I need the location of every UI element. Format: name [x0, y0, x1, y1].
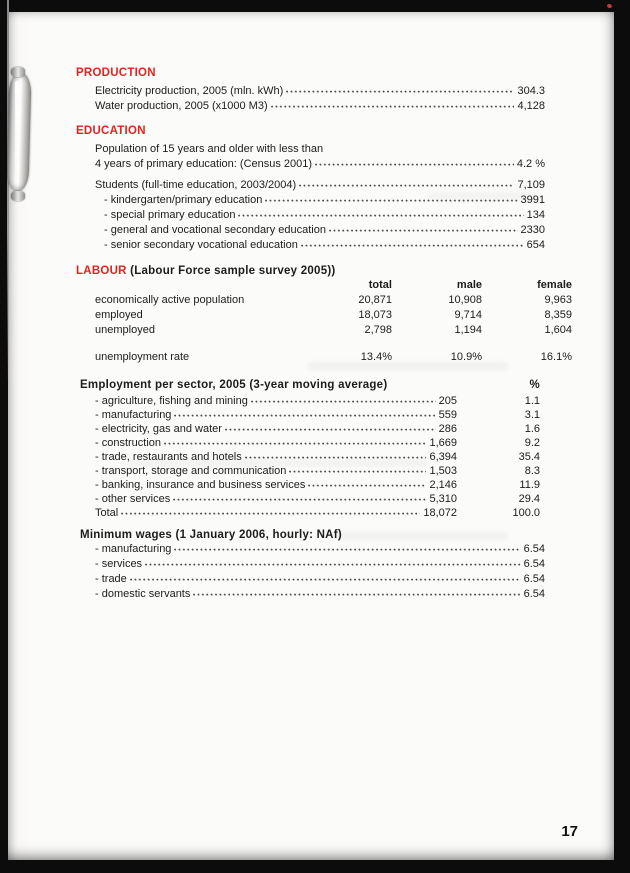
table-row [95, 394, 540, 408]
row-value: 304.3 [517, 85, 545, 97]
row-label: Water production, 2005 (x1000 M3) [95, 100, 268, 112]
column-header-total: total [368, 279, 392, 291]
row-percent: 1.1 [524, 395, 540, 407]
cell-female: 16.1% [540, 351, 572, 363]
row-value: 18,072 [423, 507, 457, 519]
labour-subtitle: (Labour Force sample survey 2005)) [130, 265, 336, 277]
row-label: - banking, insurance and business services [95, 479, 306, 491]
row-value: 286 [438, 423, 457, 435]
row-label: Students (full-time education, 2003/2004) [95, 179, 297, 191]
column-header-female: female [537, 279, 572, 291]
binder-clip-body [6, 73, 31, 192]
table-row [95, 178, 545, 193]
table-row [95, 99, 545, 114]
row-label: - transport, storage and communication [95, 465, 287, 477]
row-value: 6,394 [429, 451, 457, 463]
table-row [104, 223, 545, 238]
labour-title: LABOUR [76, 265, 127, 277]
row-value: 654 [526, 239, 545, 251]
row-label: - special primary education [104, 209, 236, 221]
table-row [95, 422, 540, 436]
row-value: 4,128 [517, 100, 545, 112]
table-row [95, 464, 540, 478]
row-label: 4 years of primary education: (Census 2001) [95, 158, 313, 170]
row-label: economically active population [95, 294, 245, 306]
binder-clip-top-knob [11, 67, 25, 77]
page-number: 17 [561, 823, 578, 840]
cell-total: 18,073 [358, 309, 392, 321]
row-label: - construction [95, 437, 162, 449]
row-percent: 1.6 [524, 423, 540, 435]
row-value: 6.54 [523, 573, 545, 585]
row-label: - trade, restaurants and hotels [95, 451, 242, 463]
row-label: employed [95, 309, 143, 321]
table-row [95, 308, 572, 323]
row-value: 4.2 % [516, 158, 545, 170]
table-row [95, 542, 545, 557]
table-row [95, 293, 572, 308]
cell-female: 1,604 [544, 324, 572, 336]
section-title-employment [80, 378, 540, 392]
row-percent: 8.3 [524, 465, 540, 477]
table-row [104, 208, 545, 223]
row-label: - manufacturing [95, 409, 172, 421]
paper-sheet [8, 12, 614, 860]
cell-male: 10,908 [448, 294, 482, 306]
table-row [95, 492, 540, 506]
row-value: 6.54 [523, 543, 545, 555]
row-value: 134 [526, 209, 545, 221]
section-title-wages: Minimum wages (1 January 2006, hourly: NAf) [80, 529, 342, 541]
row-label: - agriculture, fishing and mining [95, 395, 248, 407]
row-value: 3991 [520, 194, 545, 206]
table-row [95, 450, 540, 464]
page-content [76, 66, 572, 602]
column-header-male: male [456, 279, 482, 291]
table-row [95, 506, 540, 520]
cell-total: 20,871 [358, 294, 392, 306]
row-label: - domestic servants [95, 588, 191, 600]
cell-total: 2,798 [364, 324, 392, 336]
table-row [95, 350, 572, 365]
table-row [104, 193, 545, 208]
row-value: 6.54 [523, 558, 545, 570]
table-row [95, 408, 540, 422]
row-percent: 11.9 [519, 479, 540, 491]
table-row [95, 572, 545, 587]
row-percent: 9.2 [524, 437, 540, 449]
row-label: Electricity production, 2005 (mln. kWh) [95, 85, 284, 97]
row-percent: 35.4 [518, 451, 540, 463]
table-row [95, 557, 545, 572]
row-percent: 3.1 [524, 409, 540, 421]
row-value: 205 [438, 395, 457, 407]
row-label: unemployment rate [95, 351, 190, 363]
row-value: 7,109 [517, 179, 545, 191]
row-value: 1,503 [429, 465, 457, 477]
table-row [95, 478, 540, 492]
cell-male: 9,714 [454, 309, 482, 321]
row-label: Population of 15 years and older with less than [95, 143, 324, 155]
cell-female: 9,963 [544, 294, 572, 306]
table-row [95, 157, 545, 172]
table-row [95, 436, 540, 450]
section-title-production: PRODUCTION [76, 67, 156, 79]
row-value: 2330 [520, 224, 545, 236]
row-percent: 29.4 [518, 493, 540, 505]
cell-male: 1,194 [454, 324, 482, 336]
binder-clip-bottom-knob [11, 191, 25, 201]
cell-total: 13.4% [360, 351, 392, 363]
row-label: - services [95, 558, 143, 570]
row-label: - trade [95, 573, 127, 585]
percent-column-header: % [529, 379, 540, 391]
row-label: unemployed [95, 324, 155, 336]
scan-speck [606, 3, 612, 8]
cell-male: 10.9% [450, 351, 482, 363]
cell-female: 8,359 [544, 309, 572, 321]
table-row [104, 238, 545, 253]
students-block [76, 178, 562, 253]
row-value: 6.54 [523, 588, 545, 600]
row-label: - senior secondary vocational education [104, 239, 298, 251]
row-value: 559 [438, 409, 457, 421]
spacer [387, 378, 529, 392]
row-label: - manufacturing [95, 543, 172, 555]
row-value: 5,310 [429, 493, 457, 505]
section-title-labour [76, 264, 562, 278]
row-label: - electricity, gas and water [95, 423, 222, 435]
employment-title: Employment per sector, 2005 (3-year moving average) [80, 379, 388, 391]
spacer [95, 278, 316, 293]
section-title-education: EDUCATION [76, 125, 146, 137]
row-label: Total [95, 507, 119, 519]
table-row [95, 84, 545, 99]
table-row [95, 587, 545, 602]
row-label: - kindergarten/primary education [104, 194, 263, 206]
labour-header-row [95, 278, 572, 293]
row-value: 1,669 [429, 437, 457, 449]
binder-clip-icon [3, 63, 37, 203]
binder-clip-highlight [15, 81, 19, 181]
table-row [95, 323, 572, 338]
row-label: - other services [95, 493, 171, 505]
row-value: 2,146 [429, 479, 457, 491]
row-label: - general and vocational secondary education [104, 224, 326, 236]
row-percent: 100.0 [512, 507, 540, 519]
